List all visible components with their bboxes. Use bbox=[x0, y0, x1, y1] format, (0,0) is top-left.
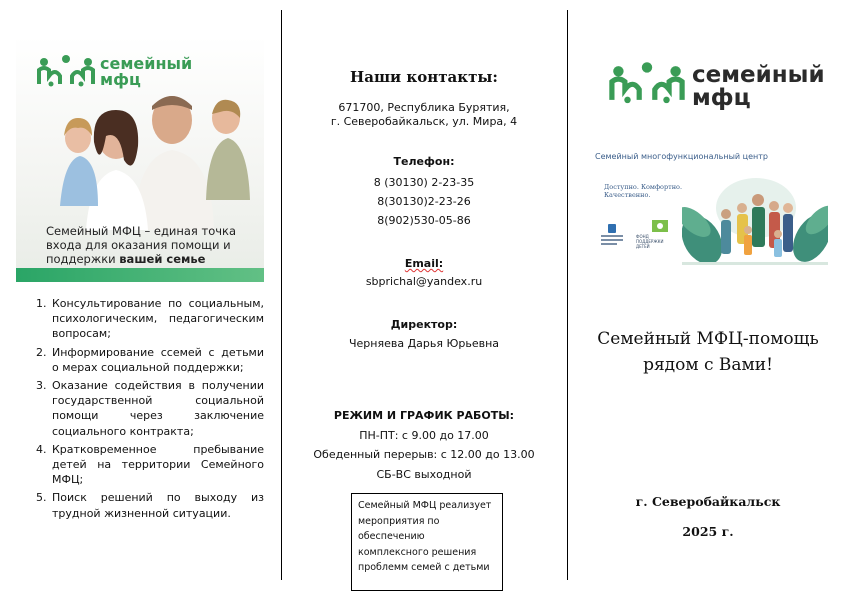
schedule-line: СБ-ВС выходной bbox=[376, 468, 472, 481]
slogan-line: Доступно. Комфортно. bbox=[604, 183, 683, 191]
service-item: 3. Оказание содействия в получении государственной социальной помощи через заключение социального контракта; bbox=[50, 378, 264, 439]
schedule-line: ПН-ПТ: с 9.00 до 17.00 bbox=[359, 429, 489, 442]
poster-caption-bold: вашей семье bbox=[119, 252, 206, 266]
slogan-line: Качественно. bbox=[604, 191, 651, 199]
phone-number[interactable]: 8 (30130) 2-23-35 bbox=[373, 176, 475, 189]
schedule-line: Обеденный перерыв: с 12.00 до 13.00 bbox=[313, 448, 535, 461]
service-item: 5. Поиск решений по выходу из трудной жизненной ситуации. bbox=[50, 490, 264, 520]
brand-logo-line: семейный bbox=[692, 62, 825, 88]
poster-caption-text: Семейный МФЦ – единая точка входа для оказания помощи и поддержки bbox=[46, 224, 237, 266]
brand-logo-icon bbox=[608, 60, 686, 106]
brand-logo-text bbox=[692, 64, 825, 110]
brand-logo-line: мфц bbox=[692, 85, 751, 111]
director-label: Директор: bbox=[390, 318, 458, 331]
note-box: Семейный МФЦ реализует мероприятия по обеспечению комплексного решения проблемм семей с детьми bbox=[351, 493, 503, 591]
family-poster bbox=[16, 36, 264, 282]
center-subtitle: Семейный многофункциональный центр bbox=[595, 152, 768, 161]
fund-logo bbox=[636, 220, 670, 250]
phone-number[interactable]: 8(30130)2-23-26 bbox=[377, 195, 471, 208]
poster-green-bar bbox=[16, 268, 264, 282]
fund-logo-text: ФОНД ПОДДЕРЖКИ ДЕТЕЙ bbox=[636, 234, 664, 249]
service-item: 2. Информирование ссемей с детьми о мерах социальной поддержки; bbox=[50, 345, 264, 375]
email-address[interactable]: sbprichal@yandex.ru bbox=[365, 275, 483, 288]
email-label: Email: bbox=[404, 257, 444, 270]
phone-number[interactable]: 8(902)530-05-86 bbox=[377, 214, 471, 227]
year-label: 2025 г. bbox=[682, 524, 734, 539]
headline-line: рядом с Вами! bbox=[643, 355, 773, 375]
ministry-emblem-icon bbox=[598, 222, 626, 246]
service-item: 1. Консультирование по социальным, психологическим, педагогическим вопросам; bbox=[50, 296, 264, 342]
address-line-1: 671700, Республика Бурятия, bbox=[338, 101, 510, 114]
address-line-2: г. Северобайкальск, ул. Мира, 4 bbox=[330, 115, 518, 128]
poster-caption bbox=[46, 224, 256, 266]
services-list bbox=[16, 296, 264, 524]
poster-brand-text: семейный мфц bbox=[100, 54, 193, 89]
headline-line: Семейный МФЦ-помощь bbox=[597, 329, 819, 349]
family-photo bbox=[36, 80, 264, 230]
service-item: 4. Кратковременное пребывание детей на территории Семейного МФЦ; bbox=[50, 442, 264, 488]
city-label: г. Северобайкальск bbox=[635, 494, 781, 509]
ministry-logo bbox=[598, 222, 626, 246]
contacts-title: Наши контакты: bbox=[350, 68, 498, 86]
slogan bbox=[604, 183, 682, 199]
headline bbox=[586, 326, 830, 378]
divider-left bbox=[281, 10, 282, 580]
phone-label: Телефон: bbox=[393, 155, 455, 168]
divider-right bbox=[567, 10, 568, 580]
fund-emblem-icon bbox=[652, 220, 668, 232]
schedule-title: РЕЖИМ И ГРАФИК РАБОТЫ: bbox=[333, 409, 515, 422]
family-illustration bbox=[682, 178, 828, 268]
director-name: Черняева Дарья Юрьевна bbox=[348, 337, 500, 350]
